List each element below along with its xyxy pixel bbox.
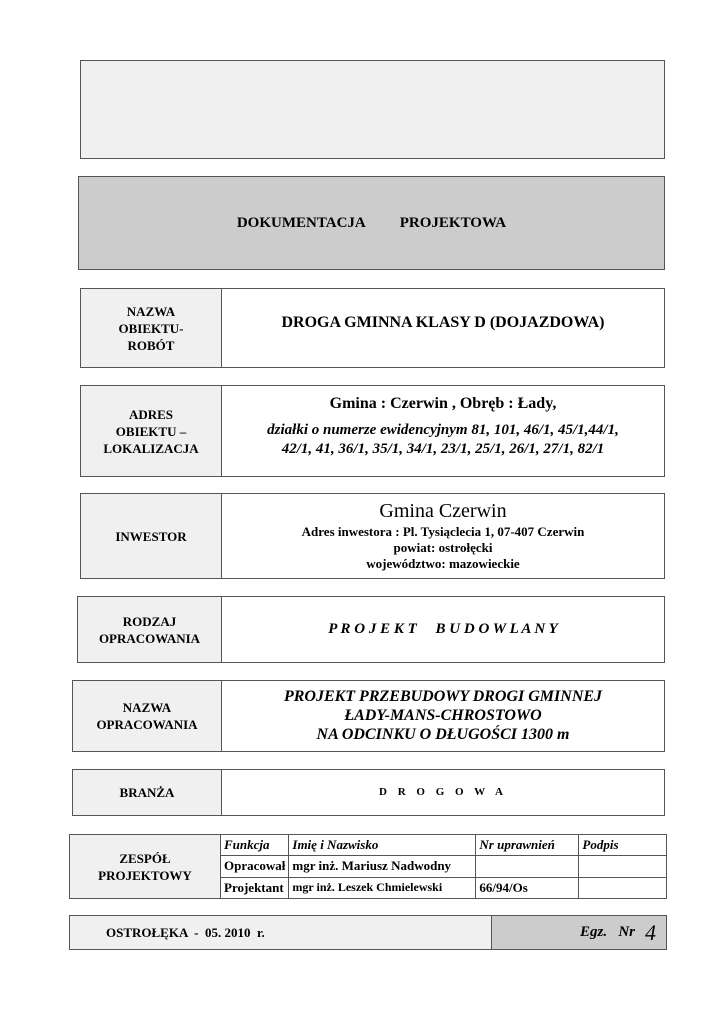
document-name-line-1: PROJEKT PRZEBUDOWY DROGI GMINNEJ [283,688,603,705]
branch-value: D R O G O W A [379,786,507,798]
title-word-2: PROJEKTOWA [399,214,507,231]
team-header-row: Funkcja Imię i Nazwisko Nr uprawnień Podpis [221,835,667,856]
footer-row [69,915,667,950]
branch-row [72,769,665,816]
team-row [69,834,667,899]
copy-number-label: Egz. Nr [579,924,635,940]
document-type-value: P R O J E K T B U D O W L A N Y [328,621,558,637]
top-empty-box [80,60,665,159]
team-label: ZESPÓŁ PROJEKTOWY [70,835,221,898]
investor-name: Gmina Czerwin [379,500,507,522]
document-name-line-3: NA ODCINKU O DŁUGOŚCI 1300 m [316,726,570,743]
address-plots-2: 42/1, 41, 36/1, 35/1, 34/1, 23/1, 25/1, 26/1, 27/1, 82/1 [281,441,605,457]
copy-number-value: 4 [645,919,656,945]
investor-row [80,493,665,579]
address-label: ADRES OBIEKTU – LOKALIZACJA [81,386,222,476]
investor-label: INWESTOR [81,494,222,578]
title-word-1: DOKUMENTACJA [236,214,366,231]
document-name-line-2: ŁADY-MANS-CHROSTOWO [344,707,542,724]
document-name-row [72,680,665,752]
object-name-value: DROGA GMINNA KLASY D (DOJAZDOWA) [281,314,605,331]
document-type-label: RODZAJ OPRACOWANIA [78,597,222,662]
document-type-row [77,596,665,663]
object-name-row [80,288,665,368]
copy-number-box [492,916,666,949]
branch-label: BRANŻA [73,770,222,815]
table-row: Opracował mgr inż. Mariusz Nadwodny [221,856,667,877]
footer-place-date: OSTROŁĘKA - 05. 2010 r. [70,916,492,949]
table-row: Projektant mgr inż. Leszek Chmielewski 66/94/Os [221,877,667,898]
investor-powiat: powiat: ostrołęcki [393,540,493,555]
document-title [78,176,665,270]
investor-voivodeship: województwo: mazowieckie [366,556,520,571]
address-row [80,385,665,477]
team-table [220,834,667,899]
address-plots-1: działki o numerze ewidencyjnym 81, 101, 46/1, 45/1,44/1, [267,422,619,438]
object-name-label: NAZWA OBIEKTU- ROBÓT [81,289,222,367]
investor-address: Adres inwestora : Pl. Tysiąclecia 1, 07-407 Czerwin [301,524,585,539]
document-name-label: NAZWA OPRACOWANIA [73,681,222,751]
address-gmina: Gmina : Czerwin , Obręb : Łady, [329,395,557,412]
